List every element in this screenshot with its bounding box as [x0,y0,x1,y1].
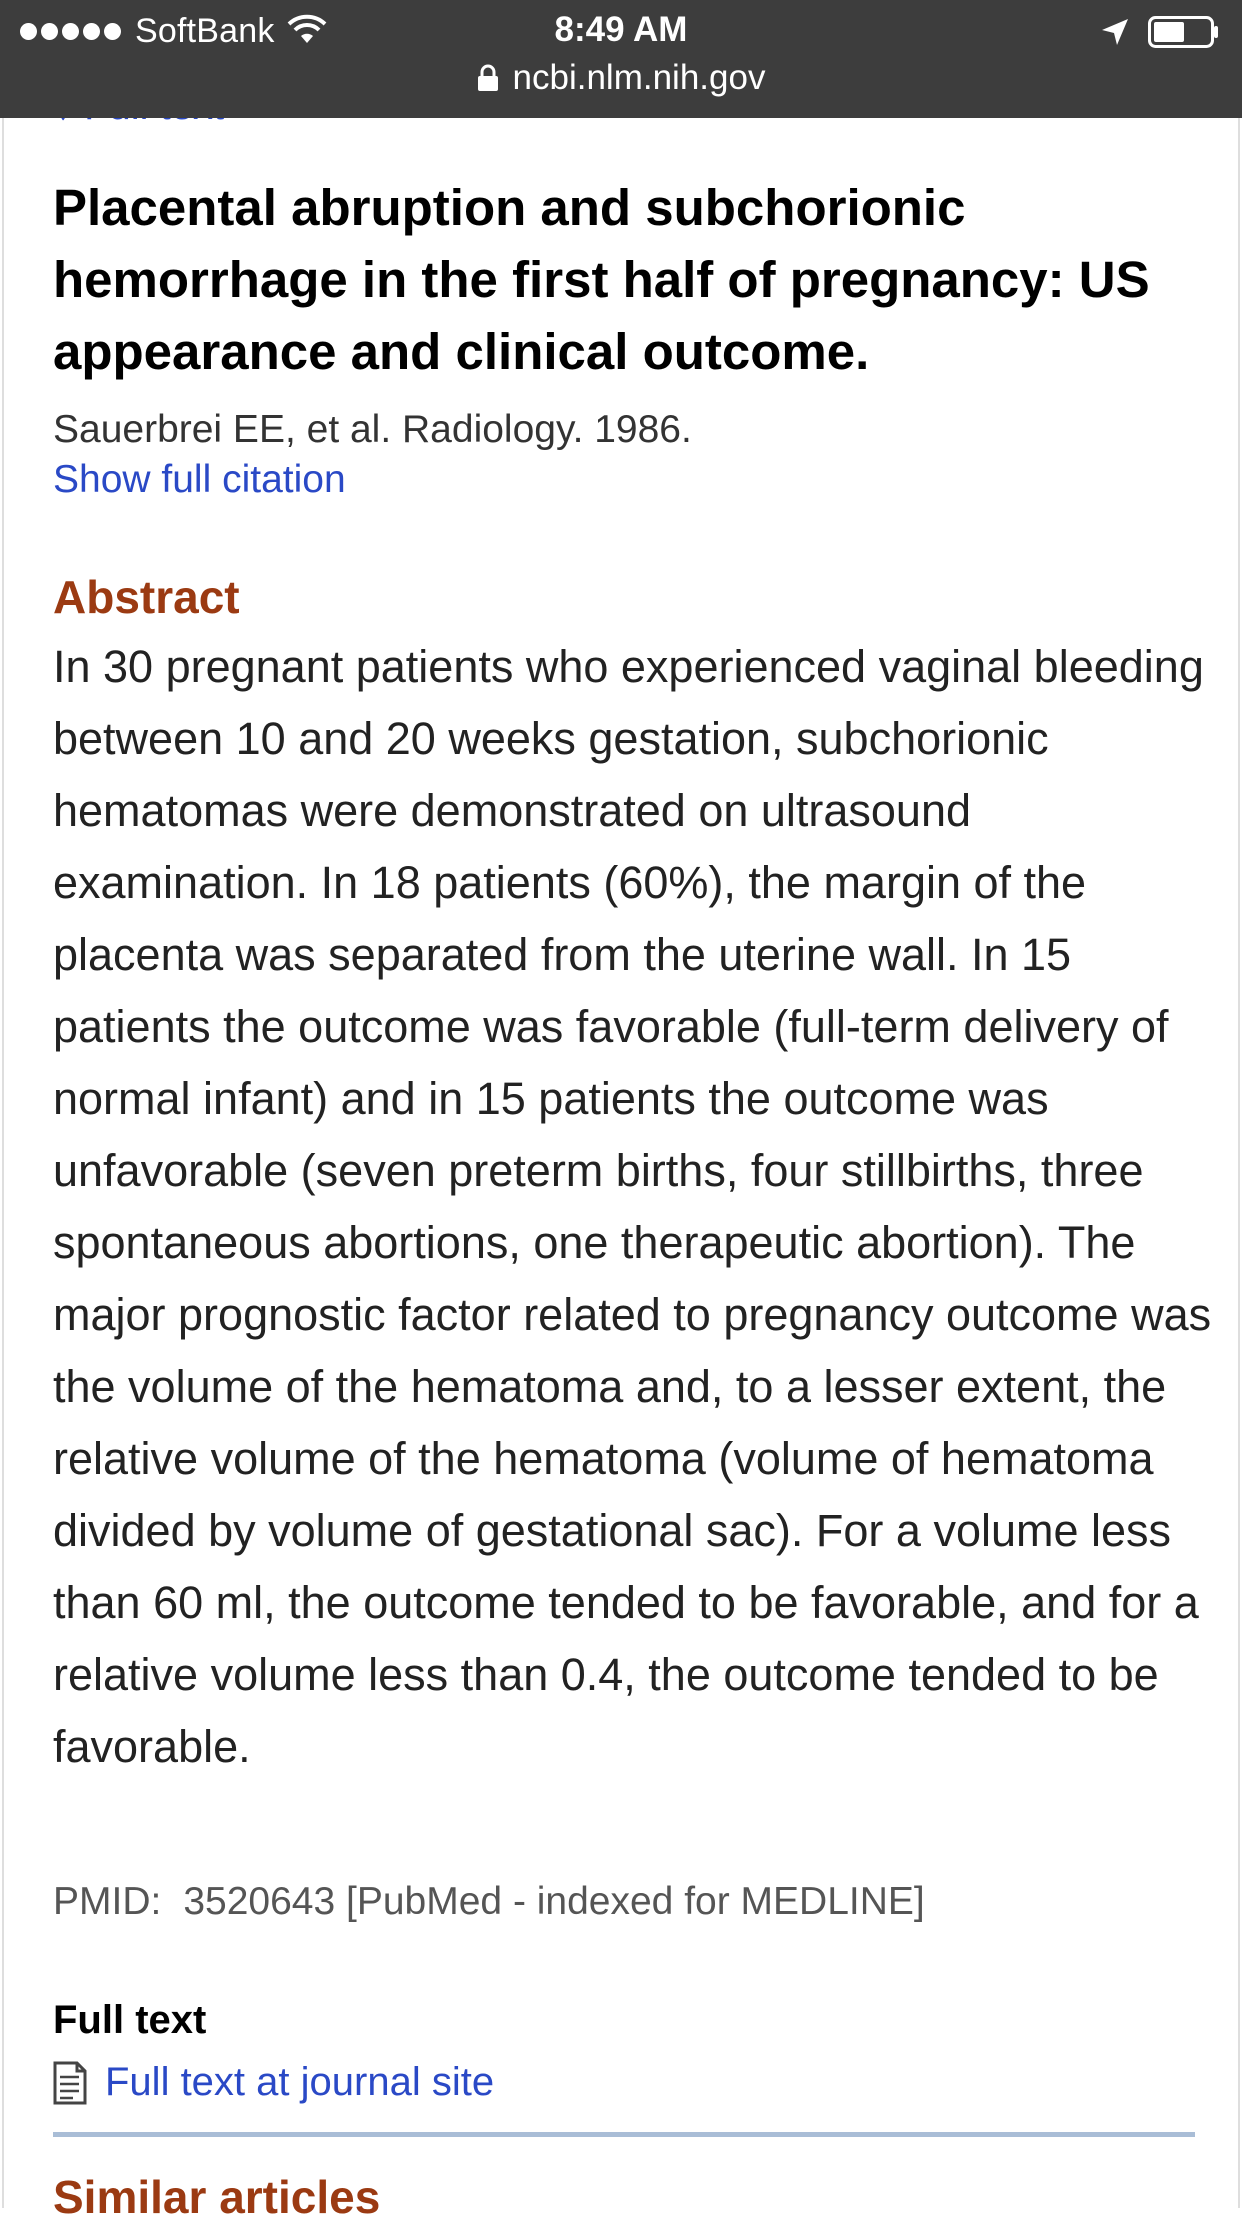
document-icon [53,2061,87,2105]
citation-summary: Sauerbrei EE, et al. Radiology. 1986. [53,408,692,451]
show-full-citation-link[interactable]: Show full citation [53,458,346,501]
pmid-value: 3520643 [PubMed - indexed for MEDLINE] [183,1880,925,1923]
full-text-journal-link[interactable] [53,2060,494,2105]
pmid-line [53,1880,925,1924]
similar-articles-heading: Similar articles [53,2171,381,2223]
status-right [1100,14,1220,50]
url-text: ncbi.nlm.nih.gov [512,58,766,97]
article-page [2,118,1240,2223]
article-title: Placental abruption and subchorionic hemorrhage in the first half of pregnancy: US appearance and clinical outcome. [53,179,1150,380]
pmid-label: PMID: [53,1880,162,1923]
section-divider [53,2132,1195,2137]
status-bar [0,0,1242,118]
battery-icon [1148,16,1220,48]
abstract-text: In 30 pregnant patients who experienced vaginal bleeding between 10 and 20 weeks gestation, subchorionic hematomas were demonstrated on ultrasound examination. In 18 patients (60%), the margin of the placenta was separated from the uterine wall. In 15 patients the outcome was favorable (full-term delivery of normal infant) and in 15 patients the outcome was unfavorable (seven preterm births, four stillbirths, three spontaneous abortions, one therapeutic abortion). The major prognostic factor related to pregnancy outcome was the volume of the hematoma and, to a lesser extent, the relative volume of the hematoma (volume of hematoma divided by volume of gestational sac). For a volume less than 60 ml, the outcome tended to be favorable, and for a relative volume less than 0.4, the outcome tended to be favorable. [53,641,1212,1772]
carrier-name: SoftBank [135,11,275,50]
url-bar[interactable] [0,58,1242,98]
abstract-heading: Abstract [53,571,240,623]
full-text-heading: Full text [53,1998,207,2042]
status-time: 8:49 AM [554,10,688,49]
location-arrow-icon [1100,17,1130,47]
full-text-journal-link-label: Full text at journal site [105,2060,495,2104]
lock-icon [477,64,499,92]
